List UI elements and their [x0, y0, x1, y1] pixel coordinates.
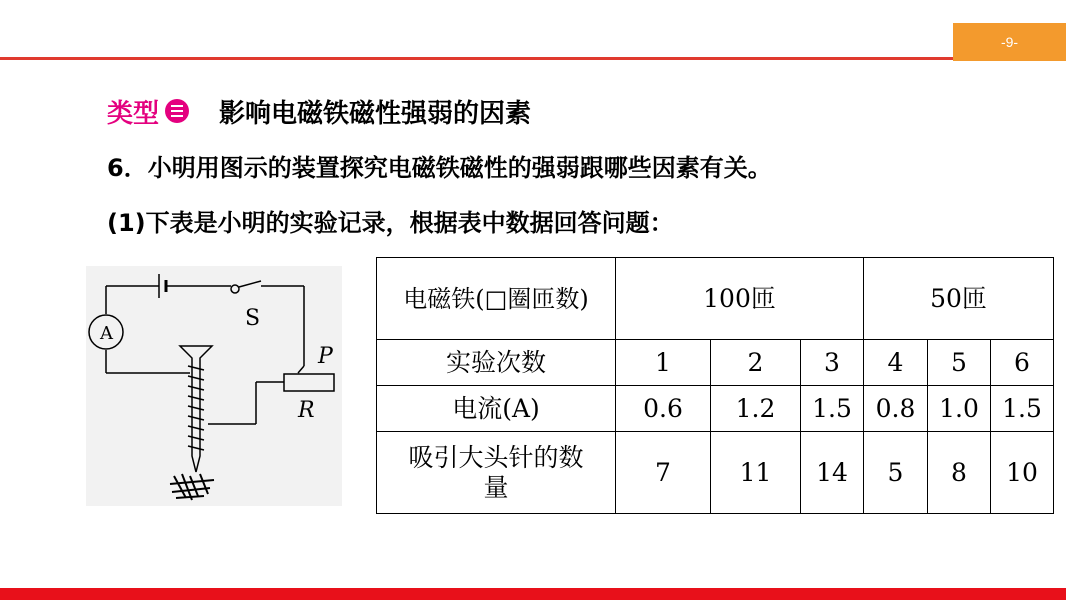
- table-cell: 2: [711, 340, 801, 386]
- question-line-1: 6．小明用图示的装置探究电磁铁磁性的强弱跟哪些因素有关。: [107, 154, 772, 182]
- circuit-diagram: [86, 266, 342, 506]
- switch-label: S: [245, 306, 261, 331]
- type-label: 类型: [107, 98, 160, 129]
- nail-outline: [180, 346, 212, 472]
- type-number-icon: [165, 99, 189, 123]
- switch-blade: [239, 281, 261, 287]
- group-50-cell: 50匝: [864, 258, 1054, 340]
- page-number: -9-: [1000, 34, 1019, 50]
- table-cell: 5: [928, 340, 991, 386]
- table-cell: 0.8: [864, 386, 928, 432]
- table-cell: 4: [864, 340, 928, 386]
- attracted-pins: [170, 474, 214, 500]
- table-cell: 3: [801, 340, 864, 386]
- table-row: [377, 432, 1054, 514]
- table-cell: 10: [991, 432, 1054, 514]
- table-row: [377, 386, 1054, 432]
- table-cell: 1.5: [991, 386, 1054, 432]
- table-cell: 1.5: [801, 386, 864, 432]
- row-label: 电流(A): [377, 386, 616, 432]
- slider-arrow: [298, 366, 304, 373]
- table-row: [377, 258, 1054, 340]
- coil-windings: [188, 366, 204, 450]
- page-number-badge: [953, 23, 1066, 61]
- section-heading: 影响电磁铁磁性强弱的因素: [219, 98, 532, 129]
- footer-bar: [0, 588, 1066, 600]
- table-cell: 14: [801, 432, 864, 514]
- experiment-table: [376, 257, 1054, 514]
- table-cell: 1.0: [928, 386, 991, 432]
- row-label: 吸引大头针的数量: [377, 432, 616, 514]
- ammeter-label: A: [100, 323, 113, 344]
- group-100-cell: 100匝: [616, 258, 864, 340]
- header-divider: [0, 57, 953, 60]
- rheostat-box: [284, 374, 334, 391]
- header-label-cell: 电磁铁(□圈匝数): [377, 258, 616, 340]
- table-cell: 6: [991, 340, 1054, 386]
- table-cell: 8: [928, 432, 991, 514]
- section-title: [107, 94, 531, 128]
- switch-pivot: [231, 285, 239, 293]
- table-cell: 1: [616, 340, 711, 386]
- rheostat-label: R: [298, 398, 315, 423]
- row-label: 实验次数: [377, 340, 616, 386]
- table-cell: 7: [616, 432, 711, 514]
- table-cell: 5: [864, 432, 928, 514]
- table-cell: 0.6: [616, 386, 711, 432]
- table-cell: 11: [711, 432, 801, 514]
- table-row: [377, 340, 1054, 386]
- table-cell: 1.2: [711, 386, 801, 432]
- slider-label: P: [318, 344, 333, 369]
- question-line-2: (1)下表是小明的实验记录，根据表中数据回答问题：: [107, 209, 674, 237]
